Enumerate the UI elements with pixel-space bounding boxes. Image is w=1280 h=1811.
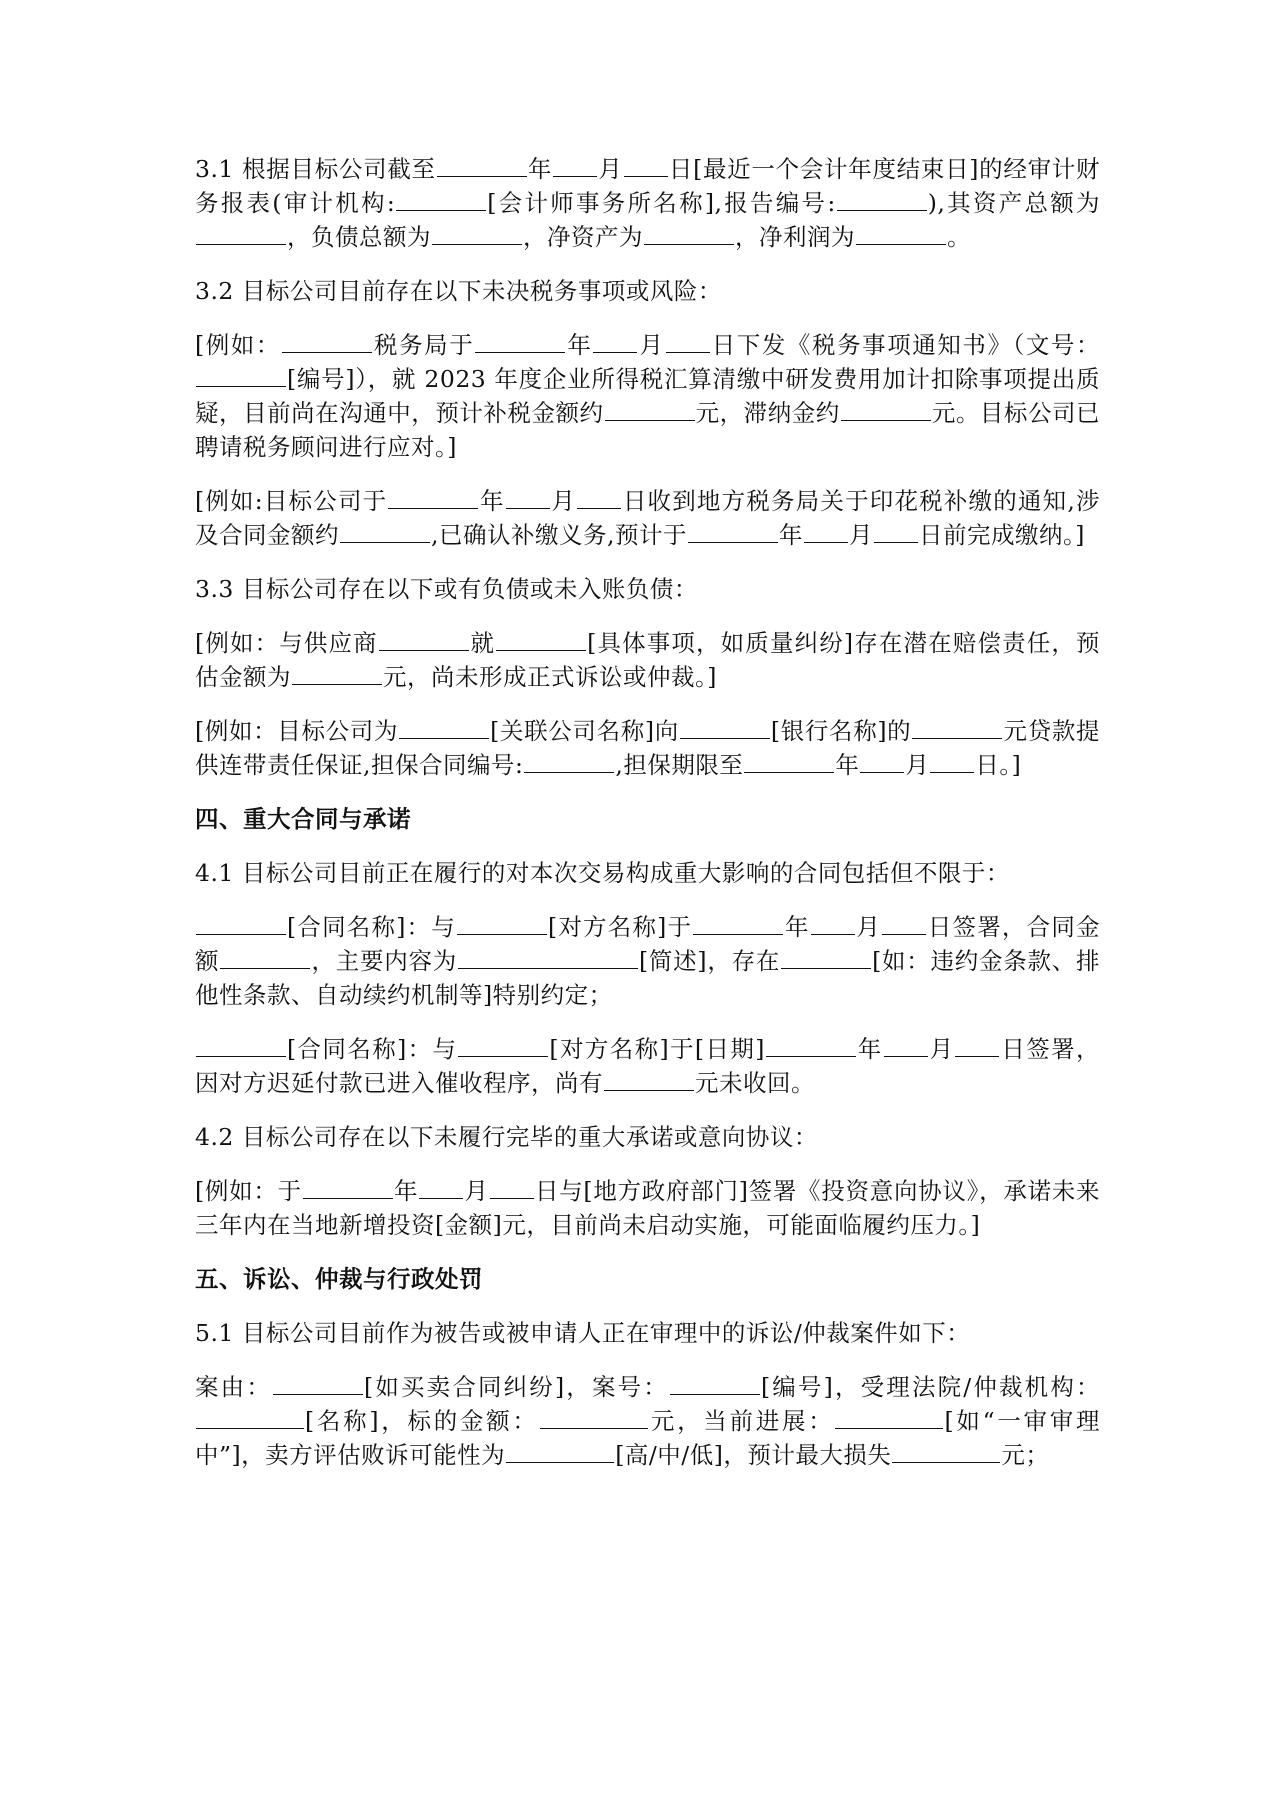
fill-in-blank[interactable]	[388, 486, 478, 509]
fill-in-blank[interactable]	[804, 520, 848, 543]
fill-in-blank[interactable]	[196, 1034, 286, 1057]
paragraph	[195, 714, 1100, 782]
text-segment: 元；	[1001, 1441, 1050, 1469]
text-segment: 月	[464, 1177, 489, 1205]
text-segment: ),其资产总额为	[927, 189, 1101, 217]
fill-in-blank[interactable]	[930, 750, 974, 773]
fill-in-blank[interactable]	[490, 1176, 534, 1199]
text-segment: [例如：目标公司为	[195, 717, 399, 745]
fill-in-blank[interactable]	[680, 716, 770, 739]
fill-in-blank[interactable]	[496, 628, 586, 651]
paragraph	[195, 910, 1100, 1012]
text-segment: 日收到地方税务局关于印花税补缴的通知,涉及合同金额约	[195, 487, 1100, 549]
paragraph	[195, 1174, 1100, 1242]
fill-in-blank[interactable]	[524, 750, 614, 773]
paragraph	[195, 856, 1100, 890]
text-segment: 元，尚未形成正式诉讼或仲裁。]	[383, 663, 717, 691]
text-segment: 日前完成缴纳。]	[918, 521, 1085, 549]
text-segment: [对方名称]于[日期]	[549, 1035, 765, 1063]
fill-in-blank[interactable]	[196, 364, 286, 387]
text-segment: 年	[835, 751, 860, 779]
fill-in-blank[interactable]	[340, 520, 430, 543]
fill-in-blank[interactable]	[457, 912, 547, 935]
fill-in-blank[interactable]	[553, 154, 597, 177]
text-segment: 年	[566, 331, 593, 359]
fill-in-blank[interactable]	[860, 750, 904, 773]
text-segment: 月	[848, 521, 873, 549]
fill-in-blank[interactable]	[437, 154, 527, 177]
fill-in-blank[interactable]	[644, 222, 734, 245]
fill-in-blank[interactable]	[399, 716, 489, 739]
text-segment: 年	[856, 1035, 883, 1063]
fill-in-blank[interactable]	[593, 330, 637, 353]
text-segment: ，净利润为	[735, 223, 855, 251]
text-segment: 月	[905, 751, 930, 779]
text-segment: [如买卖合同纠纷]，案号：	[364, 1373, 669, 1401]
text-segment: 。	[947, 223, 971, 251]
text-segment: [编号]），就 2023 年度企业所得税汇算清缴中研发费用加计扣除事项提出质疑，目前尚在沟通中，预计补税金额约	[195, 365, 1100, 427]
paragraph	[195, 626, 1100, 694]
fill-in-blank[interactable]	[577, 486, 621, 509]
section-heading	[195, 802, 1100, 836]
paragraph	[195, 572, 1100, 606]
text-segment: 年	[784, 913, 810, 941]
fill-in-blank[interactable]	[892, 1440, 1000, 1463]
paragraph	[195, 1120, 1100, 1154]
text-segment: 年	[393, 1177, 419, 1205]
fill-in-blank[interactable]	[912, 716, 1002, 739]
text-segment: [对方名称]于	[547, 913, 693, 941]
text-segment: 就	[469, 629, 496, 657]
text-segment: [简述]，存在	[639, 947, 781, 975]
text-segment: 4.2 目标公司存在以下未履行完毕的重大承诺或意向协议：	[195, 1123, 818, 1151]
text-segment: 3.3 目标公司存在以下或有负债或未入账负债：	[195, 575, 698, 603]
text-segment: ，主要内容为	[311, 947, 457, 975]
text-segment: 税务局于	[372, 331, 475, 359]
text-segment: 日签署，合同金额	[195, 913, 1101, 975]
text-segment: [名称]，标的金额：	[305, 1407, 539, 1435]
text-segment: 日与[地方政府部门]签署《投资意向协议》，承诺未来三年内在当地新增投资[金额]元，目前尚未启动实施，可能面临履约压力。]	[195, 1177, 1101, 1239]
text-segment: ,已确认补缴义务,预计于	[431, 521, 687, 549]
text-segment: 日[最近一个会计年度结束日]的经审计财务报表(审计机构:	[195, 155, 1101, 217]
fill-in-blank[interactable]	[540, 1406, 648, 1429]
text-segment: [合同名称]：与	[287, 913, 456, 941]
text-segment: 3.2 目标公司目前存在以下未决税务事项或风险：	[195, 277, 722, 305]
fill-in-blank[interactable]	[458, 946, 638, 969]
text-segment: [银行名称]的	[770, 717, 912, 745]
paragraph	[195, 152, 1100, 254]
text-segment: [例如：与供应商	[195, 629, 378, 657]
text-segment: [如：违约金条款、排他性条款、自动续约机制等]特别约定；	[195, 947, 1101, 1009]
fill-in-blank[interactable]	[955, 1034, 999, 1057]
fill-in-blank[interactable]	[220, 946, 310, 969]
fill-in-blank[interactable]	[670, 1372, 760, 1395]
text-segment: 月	[855, 913, 882, 941]
text-segment: 5.1 目标公司目前作为被告或被申请人正在审理中的诉讼/仲裁案件如下：	[195, 1319, 971, 1347]
fill-in-blank[interactable]	[273, 1372, 363, 1395]
fill-in-blank[interactable]	[835, 1406, 943, 1429]
fill-in-blank[interactable]	[605, 398, 695, 421]
fill-in-blank[interactable]	[396, 188, 486, 211]
paragraph	[195, 274, 1100, 308]
text-segment: 日。]	[975, 751, 1022, 779]
text-segment: [例如:目标公司于	[195, 487, 388, 515]
fill-in-blank[interactable]	[196, 912, 286, 935]
text-segment: 月	[638, 331, 665, 359]
text-segment: 4.1 目标公司目前正在履行的对本次交易构成重大影响的合同包括但不限于：	[195, 859, 1010, 887]
text-segment: 年	[479, 487, 505, 515]
text-segment: 元，滞纳金约	[695, 399, 840, 427]
text-segment: 月	[928, 1035, 955, 1063]
fill-in-blank[interactable]	[666, 330, 710, 353]
paragraph	[195, 328, 1100, 464]
fill-in-blank[interactable]	[604, 1068, 694, 1091]
section-heading	[195, 1262, 1100, 1296]
text-segment: [具体事项，如质量纠纷]存在潜在赔偿责任，预估金额为	[195, 629, 1100, 691]
fill-in-blank[interactable]	[303, 1176, 393, 1199]
text-segment: ，负债总额为	[287, 223, 431, 251]
text-segment: [例如：于	[195, 1177, 302, 1205]
text-segment: 3.1 根据目标公司截至	[195, 155, 436, 183]
fill-in-blank[interactable]	[419, 1176, 463, 1199]
fill-in-blank[interactable]	[766, 1034, 856, 1057]
text-segment: 月	[598, 155, 623, 183]
fill-in-blank[interactable]	[781, 946, 871, 969]
fill-in-blank[interactable]	[693, 912, 783, 935]
fill-in-blank[interactable]	[506, 1440, 614, 1463]
text-segment: [例如：	[195, 331, 281, 359]
text-segment: ，净资产为	[523, 223, 643, 251]
fill-in-blank[interactable]	[475, 330, 565, 353]
text-segment: [关联公司名称]向	[490, 717, 679, 745]
text-segment: 五、诉讼、仲裁与行政处罚	[195, 1265, 483, 1293]
text-segment: 元，当前进展：	[648, 1407, 835, 1435]
fill-in-blank[interactable]	[196, 222, 286, 245]
fill-in-blank[interactable]	[624, 154, 668, 177]
text-segment: 四、重大合同与承诺	[195, 805, 411, 833]
text-segment: 月	[550, 487, 577, 515]
fill-in-blank[interactable]	[882, 912, 926, 935]
text-segment: [合同名称]：与	[287, 1035, 458, 1063]
fill-in-blank[interactable]	[841, 398, 931, 421]
document-page	[195, 152, 1100, 1492]
fill-in-blank[interactable]	[811, 912, 855, 935]
fill-in-blank[interactable]	[282, 330, 372, 353]
fill-in-blank[interactable]	[379, 628, 469, 651]
text-segment: 元未收回。	[695, 1069, 815, 1097]
fill-in-blank[interactable]	[744, 750, 834, 773]
fill-in-blank[interactable]	[458, 1034, 548, 1057]
text-segment: 日签署，因对方迟延付款已进入催收程序，尚有	[195, 1035, 1101, 1097]
text-segment: 元贷款提供连带责任保证,担保合同编号:	[195, 717, 1100, 779]
text-segment: 元。目标公司已聘请税务顾问进行应对。]	[195, 399, 1101, 461]
text-segment: [编号]，受理法院/仲裁机构：	[760, 1373, 1101, 1401]
paragraph	[195, 1316, 1100, 1350]
text-segment: 年	[778, 521, 803, 549]
fill-in-blank[interactable]	[196, 1406, 304, 1429]
fill-in-blank[interactable]	[688, 520, 778, 543]
text-segment: [会计师事务所名称],报告编号:	[487, 189, 836, 217]
paragraph	[195, 484, 1100, 552]
fill-in-blank[interactable]	[874, 520, 918, 543]
fill-in-blank[interactable]	[506, 486, 550, 509]
text-segment: [高/中/低]，预计最大损失	[615, 1441, 892, 1469]
text-segment: 案由：	[195, 1373, 272, 1401]
fill-in-blank[interactable]	[432, 222, 522, 245]
paragraph	[195, 1032, 1100, 1100]
text-segment: ,担保期限至	[615, 751, 744, 779]
fill-in-blank[interactable]	[884, 1034, 928, 1057]
text-segment: 日下发《税务事项通知书》（文号：	[710, 331, 1101, 359]
fill-in-blank[interactable]	[837, 188, 927, 211]
text-segment: [如“一审审理中”]，卖方评估败诉可能性为	[195, 1407, 1101, 1469]
text-segment: 年	[527, 155, 553, 183]
paragraph	[195, 1370, 1100, 1472]
fill-in-blank[interactable]	[856, 222, 946, 245]
fill-in-blank[interactable]	[292, 662, 382, 685]
